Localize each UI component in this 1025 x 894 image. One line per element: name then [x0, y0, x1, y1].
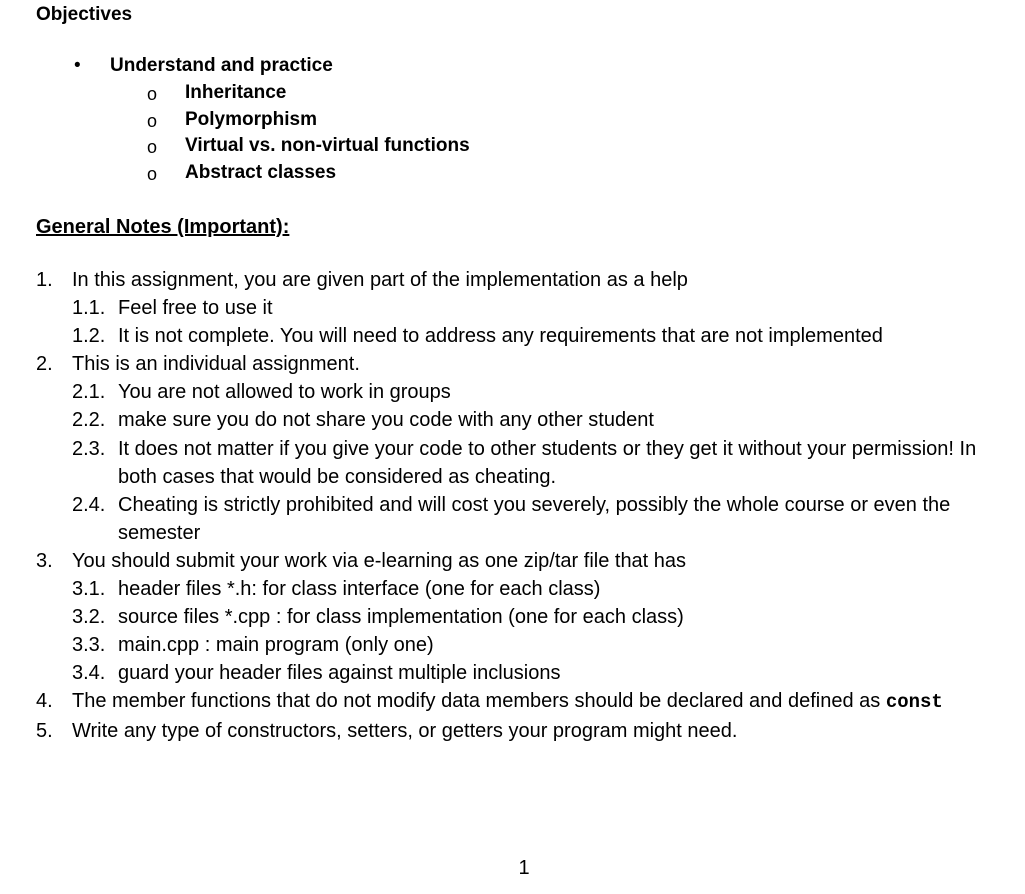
note-subitem [36, 322, 1008, 350]
note-subitem [36, 435, 1008, 491]
note-subnumber: 2.3. [72, 437, 106, 460]
note-number: 2. [36, 353, 53, 376]
note-item [36, 687, 1008, 716]
note-subnumber: 3.4. [72, 662, 106, 685]
note-number: 3. [36, 549, 53, 572]
page-number: 1 [518, 857, 530, 879]
note-subnumber: 3.3. [72, 634, 106, 657]
notes-list [36, 266, 1008, 745]
note-number: 4. [36, 690, 53, 713]
note-subnumber: 3.1. [72, 578, 106, 601]
note-subitem [36, 575, 1008, 603]
note-item [36, 266, 1008, 294]
note-subnumber: 2.1. [72, 381, 106, 404]
note-subitem [36, 378, 1008, 406]
note-subtext: You are not allowed to work in groups [118, 381, 451, 404]
note-subnumber: 2.4. [72, 493, 106, 516]
note-subitem [36, 491, 1008, 547]
note-subtext: Feel free to use it [118, 297, 273, 320]
note-subtext: header files *.h: for class interface (one for each class) [118, 578, 601, 601]
circle-bullet-icon: o [147, 164, 158, 185]
objective-subitem-text: Polymorphism [185, 108, 317, 130]
note-text-wrapper [72, 687, 1008, 716]
note-text: Write any type of constructors, setters, or getters your program might need. [72, 719, 738, 742]
note-subtext: make sure you do not share you code with any other student [118, 409, 654, 432]
note-number: 5. [36, 719, 53, 742]
note-subnumber: 2.2. [72, 409, 106, 432]
note-item [36, 350, 1008, 378]
note-text: In this assignment, you are given part of the implementation as a help [72, 269, 688, 291]
circle-bullet-icon: o [147, 84, 158, 104]
objective-subitem-text: Abstract classes [185, 162, 337, 184]
note-subtext: It is not complete. You will need to address any requirements that are not implemented [118, 325, 883, 348]
circle-bullet-icon: o [147, 137, 158, 158]
objectives-main-item: Understand and practice [110, 55, 333, 76]
note-subitem [36, 406, 1008, 434]
note-subtext: source files *.cpp : for class implementation (one for each class) [118, 606, 684, 629]
general-notes-heading: General Notes (Important): [36, 216, 290, 238]
note-subtext: guard your header files against multiple inclusions [118, 662, 561, 685]
note-text: This is an individual assignment. [72, 353, 360, 376]
objective-subitem-text: Inheritance [185, 82, 287, 103]
const-keyword: const [885, 691, 943, 714]
circle-bullet-icon: o [147, 110, 158, 131]
note-text: You should submit your work via e-learning as one zip/tar file that has [72, 549, 687, 572]
note-subitem [36, 294, 1008, 322]
note-subnumber: 1.2. [72, 325, 106, 348]
note-subtext: It does not matter if you give your code to other students or they get it without your permission! In both cases that would be considered as cheating. [118, 437, 977, 488]
note-item [36, 717, 1008, 745]
note-subitem [36, 659, 1008, 687]
note-text: The member functions that do not modify data members should be declared and defined as [72, 690, 886, 713]
bullet-marker: • [74, 55, 81, 76]
note-subnumber: 1.1. [72, 297, 106, 320]
note-number: 1. [36, 269, 53, 291]
note-subnumber: 3.2. [72, 606, 106, 629]
note-subitem [36, 631, 1008, 659]
objective-subitem-text: Virtual vs. non-virtual functions [185, 135, 470, 157]
note-subtext: Cheating is strictly prohibited and will cost you severely, possibly the whole course or even the semester [118, 493, 951, 544]
note-subitem [36, 603, 1008, 631]
note-item [36, 547, 1008, 575]
objectives-heading: Objectives [36, 4, 133, 25]
note-subtext: main.cpp : main program (only one) [118, 634, 434, 657]
